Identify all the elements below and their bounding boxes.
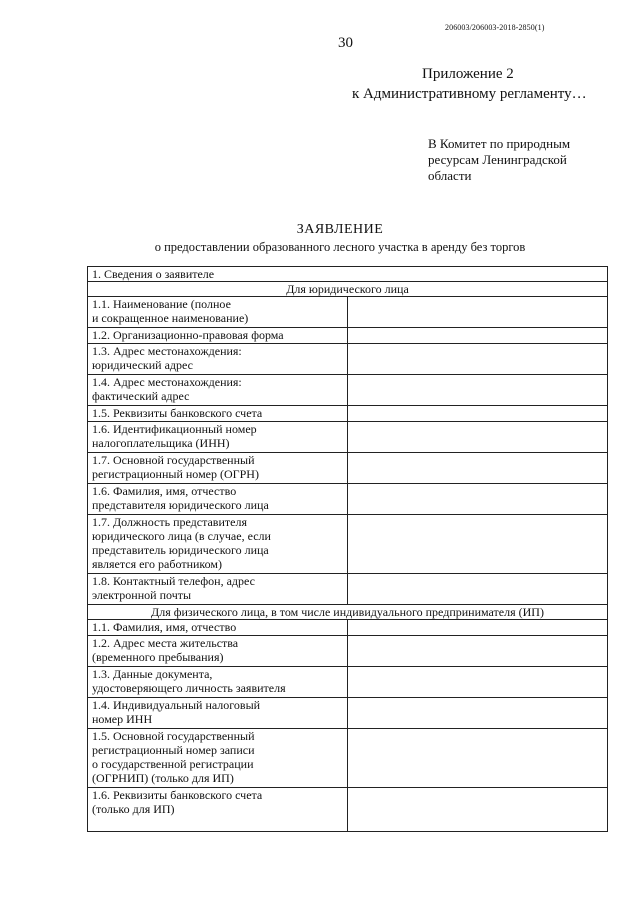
value-cell[interactable] (348, 406, 608, 422)
table-row (88, 620, 608, 636)
value-cell[interactable] (348, 636, 608, 667)
table-row (88, 729, 608, 788)
value-cell[interactable] (348, 729, 608, 788)
value-cell[interactable] (348, 484, 608, 515)
table-row (88, 328, 608, 344)
document-id: 206003/206003-2018-2850(1) (445, 23, 545, 32)
value-cell[interactable] (348, 453, 608, 484)
annex-title: Приложение 2 (422, 66, 514, 82)
table-row (88, 375, 608, 406)
individual-field-label: 1.3. Данные документа, удостоверяющего личность заявителя (88, 667, 348, 698)
document-subtitle: о предоставлении образованного лесного участка в аренду без торгов (154, 240, 526, 254)
value-cell[interactable] (348, 375, 608, 406)
value-cell[interactable] (348, 297, 608, 328)
individual-header: Для физического лица, в том числе индивидуального предпринимателя (ИП) (88, 605, 608, 620)
table-row (88, 422, 608, 453)
table-row (88, 788, 608, 832)
value-cell[interactable] (348, 698, 608, 729)
legal-entity-header: Для юридического лица (88, 282, 608, 297)
legal-field-label: 1.4. Адрес местонахождения: фактический адрес (88, 375, 348, 406)
table-row (88, 574, 608, 605)
individual-field-label: 1.2. Адрес места жительства (временного пребывания) (88, 636, 348, 667)
legal-field-label: 1.6. Идентификационный номер налогоплательщика (ИНН) (88, 422, 348, 453)
table-row (88, 667, 608, 698)
individual-field-label: 1.1. Фамилия, имя, отчество (88, 620, 348, 636)
legal-field-label: 1.2. Организационно-правовая форма (88, 328, 348, 344)
table-row (88, 344, 608, 375)
value-cell[interactable] (348, 667, 608, 698)
group-header-row (88, 282, 608, 297)
table-row (88, 515, 608, 574)
section-title: 1. Сведения о заявителе (88, 267, 608, 282)
individual-field-label: 1.6. Реквизиты банковского счета (только для ИП) (88, 788, 348, 832)
value-cell[interactable] (348, 620, 608, 636)
value-cell[interactable] (348, 574, 608, 605)
individual-field-label: 1.5. Основной государственный регистрационный номер записи о государственной регистрации (ОГРНИП) (только для ИП) (88, 729, 348, 788)
table-row (88, 406, 608, 422)
table-row (88, 636, 608, 667)
table-row (88, 484, 608, 515)
applicant-info-table (87, 266, 608, 832)
annex-reference: к Административному регламенту… (352, 86, 587, 102)
individual-field-label: 1.4. Индивидуальный налоговый номер ИНН (88, 698, 348, 729)
document-title: ЗАЯВЛЕНИЕ (296, 222, 384, 237)
legal-field-label: 1.5. Реквизиты банковского счета (88, 406, 348, 422)
table-row (88, 453, 608, 484)
page-number: 30 (338, 35, 353, 51)
value-cell[interactable] (348, 788, 608, 832)
legal-field-label: 1.6. Фамилия, имя, отчество представителя юридического лица (88, 484, 348, 515)
section-row (88, 267, 608, 282)
value-cell[interactable] (348, 515, 608, 574)
legal-field-label: 1.1. Наименование (полное и сокращенное наименование) (88, 297, 348, 328)
value-cell[interactable] (348, 422, 608, 453)
legal-field-label: 1.8. Контактный телефон, адрес электронной почты (88, 574, 348, 605)
group-header-row (88, 605, 608, 620)
table-row (88, 698, 608, 729)
legal-field-label: 1.7. Должность представителя юридического лица (в случае, если представитель юридического лица является его работником) (88, 515, 348, 574)
value-cell[interactable] (348, 344, 608, 375)
legal-field-label: 1.3. Адрес местонахождения: юридический адрес (88, 344, 348, 375)
table-row (88, 297, 608, 328)
addressee-block: В Комитет по природным ресурсам Ленинградской области (428, 136, 571, 183)
legal-field-label: 1.7. Основной государственный регистрационный номер (ОГРН) (88, 453, 348, 484)
value-cell[interactable] (348, 328, 608, 344)
